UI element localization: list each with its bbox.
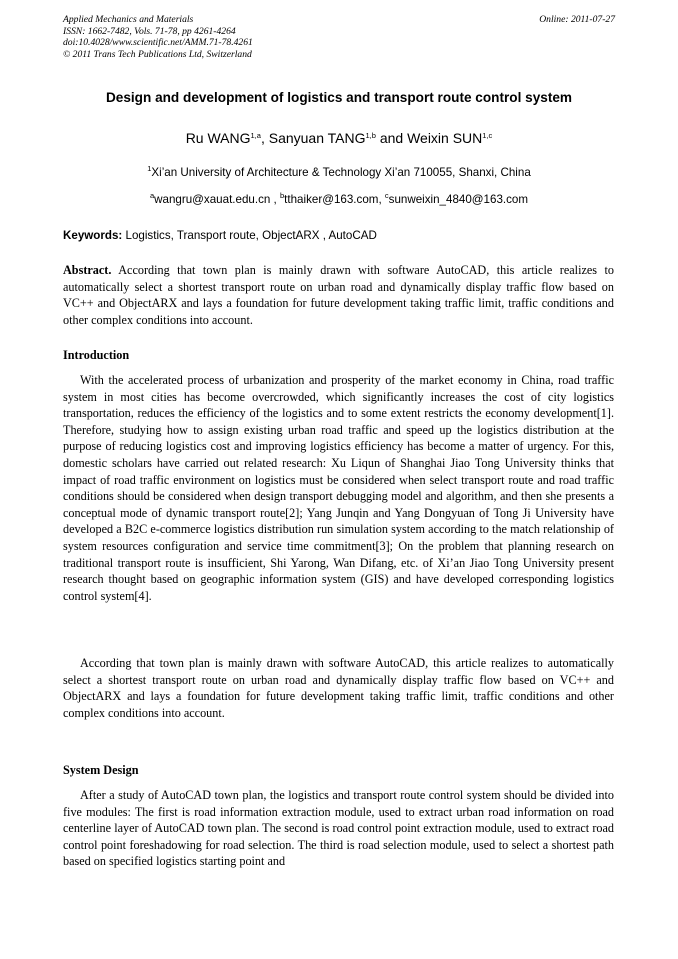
affiliation-text: Xi’an University of Architecture & Technology Xi’an 710055, Shanxi, China — [151, 166, 531, 179]
author-sep: , — [260, 130, 269, 146]
keywords — [63, 229, 615, 242]
journal-header — [63, 14, 615, 60]
author-sup: 1,b — [365, 131, 376, 140]
email-list — [0, 193, 678, 206]
abstract-label: Abstract. — [63, 263, 112, 277]
author-name: Sanyuan TANG — [268, 130, 366, 146]
copyright-line: © 2011 Trans Tech Publications Ltd, Switzerland — [63, 48, 252, 60]
issn-line: ISSN: 1662-7482, Vols. 71-78, pp 4261-4264 — [63, 25, 236, 37]
doi-line: doi:10.4028/www.scientific.net/AMM.71-78.4261 — [63, 37, 253, 48]
keywords-text: Logistics, Transport route, ObjectARX , AutoCAD — [125, 229, 377, 242]
system-design-heading: System Design — [63, 763, 139, 777]
abstract-text: According that town plan is mainly drawn with software AutoCAD, this article realizes to automatically select a shortest transport route on urban road and dynamically display traffic flow based on VC++ and ObjectARX and lays a foundation for future development taking traffic limit, traffic conditions and other complex conditions into account. — [63, 263, 614, 327]
email-sep: , — [270, 193, 280, 206]
author-sep: and — [375, 130, 408, 146]
abstract — [63, 262, 614, 328]
author-list — [0, 130, 678, 146]
introduction-paragraph-1: With the accelerated process of urbanization and prosperity of the market economy in China, road traffic system in most cities has become overcrowded, which significantly increases the cost of city logistics transportation, reduces the efficiency of the logistics and to some extent restricts the economy development[1]. Therefore, studying how to assign existing urban road traffic and speed up the logistics distribution at the purpose of reducing logistics cost and improving logistics efficiency has become a matter of urgency. For this, domestic scholars have carried out related research: Xu Liqun of Shanghai Jiao Tong University thinks that impact of road traffic environment on logistics must be considered when select transport route and road traffic conditions should be considered when design transport debugging model and algorithm, and then she presents a conceptual mode of dynamic transport route[2]; Yang Junqin and Yang Dongyuan of Tong Ji University have developed a B2C e-commerce logistics distribution run simulation system according to the match relationship of system resources configuration and service time commitment[3]; On the problem that planning research on traditional transport route is insufficient, Shi Yarong, Wan Difang, etc. of Xi’an Jiao Tong University present research thought based on geographic information system (GIS) and have developed corresponding logistics control system[4]. — [63, 373, 614, 603]
author-name: Weixin SUN — [407, 130, 483, 146]
author-name: Ru WANG — [185, 130, 251, 146]
system-design-paragraph-1: After a study of AutoCAD town plan, the logistics and transport route control system should be divided into five modules: The first is road information extraction module, used to extract urban road information on road centerline layer of AutoCAD town plan. The second is road control point extraction module, used to extract road control point foreshadowing for road selection. The third is road selection module, used to select a shortest path based on specified logistics starting point and — [63, 788, 614, 869]
introduction-heading: Introduction — [63, 348, 130, 362]
email-sup: c — [384, 191, 389, 200]
author-sup: 1,c — [482, 131, 493, 140]
introduction-paragraph-2: According that town plan is mainly drawn with software AutoCAD, this article realizes to automatically select a shortest transport route on urban road and dynamically display traffic flow based on VC++ and ObjectARX and lays a foundation for future development taking traffic limit, traffic conditions and other complex conditions into account. — [63, 656, 614, 720]
online-date: Online: 2011-07-27 — [539, 14, 615, 25]
email-sup: a — [149, 191, 155, 200]
email-link[interactable]: tthaiker@163.com — [284, 193, 379, 206]
email-sep: , — [378, 193, 385, 206]
email-link[interactable]: wangru@xauat.edu.cn — [154, 193, 271, 206]
affiliation — [0, 166, 678, 179]
paper-title: Design and development of logistics and transport route control system — [105, 90, 573, 105]
journal-name: Applied Mechanics and Materials — [63, 14, 194, 25]
author-sup: 1,a — [250, 131, 261, 140]
email-sup: b — [280, 191, 285, 200]
affiliation-sup: 1 — [147, 164, 152, 173]
keywords-label: Keywords: — [63, 229, 123, 242]
email-link[interactable]: sunweixin_4840@163.com — [388, 193, 529, 206]
